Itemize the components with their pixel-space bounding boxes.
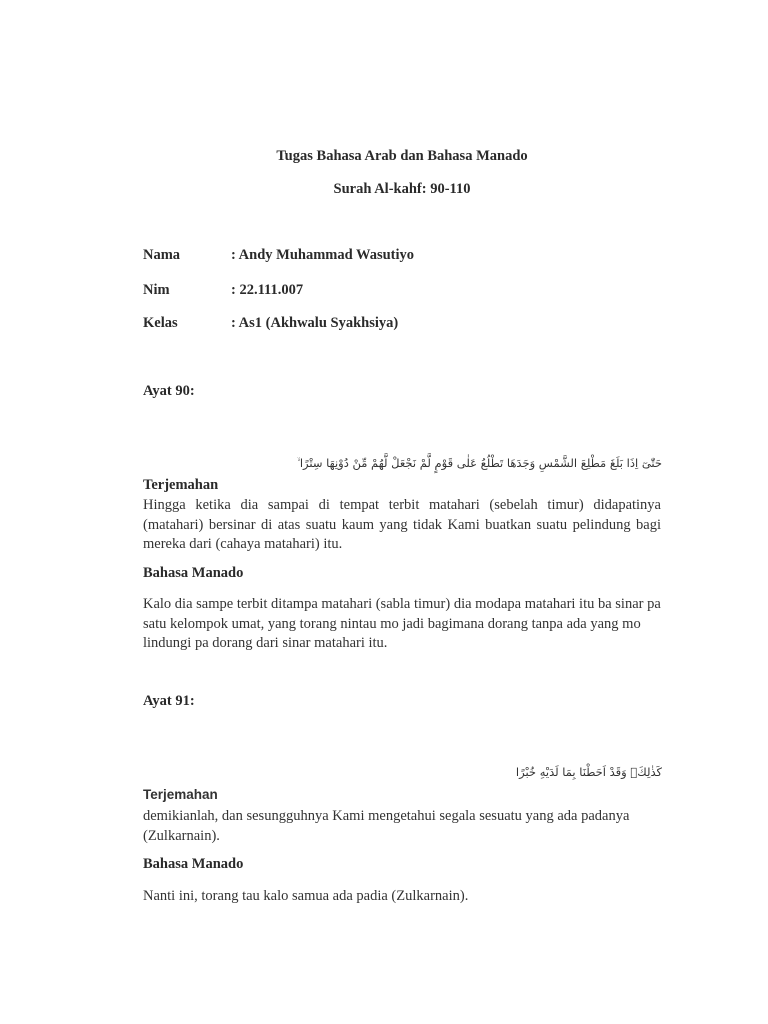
ayat-91-heading: Ayat 91: (143, 693, 195, 709)
document-title: Tugas Bahasa Arab dan Bahasa Manado (276, 148, 528, 164)
ayat-90-heading: Ayat 90: (143, 383, 195, 399)
ayat-90-manado: Kalo dia sampe terbit ditampa matahari (sabla timur) dia modapa matahari itu ba sinar pa satu kelompok umat, yang torang nintau mo jadi bagimana dorang tanpa ada yang mo lindungi pa dorang dari sinar matahari itu. (143, 596, 661, 651)
name-label: Nama (143, 247, 181, 263)
ayat-91-translation: demikianlah, dan sesungguhnya Kami mengetahui segala sesuatu yang ada padanya (Zulkarnain). (143, 808, 630, 844)
nim-label: Nim (143, 282, 170, 298)
class-value: : As1 (Akhwalu Syakhsiya) (231, 315, 399, 331)
ayat-90-translation: Hingga ketika dia sampai di tempat terbit matahari (sebelah timur) didapatinya (matahari) bersinar di atas suatu kaum yang tidak Kami buatkan suatu pelindung bagi mereka dari (cahaya matahari) itu. (143, 497, 661, 552)
ayat-91-manado: Nanti ini, torang tau kalo samua ada padia (Zulkarnain). (143, 888, 469, 904)
class-label: Kelas (143, 315, 178, 331)
ayat-91-manado-label: Bahasa Manado (143, 856, 244, 872)
document-subtitle: Surah Al-kahf: 90-110 (333, 181, 471, 197)
ayat-90-manado-label: Bahasa Manado (143, 565, 244, 581)
ayat-91-translation-label: Terjemahan (143, 787, 218, 802)
ayat-90-translation-label: Terjemahan (143, 477, 219, 493)
ayat-90-arabic: حَتّٰىٓ اِذَا بَلَغَ مَطْلِعَ الشَّمْسِ وَجَدَهَا تَطْلُعُ عَلٰى قَوْمٍ لَّمْ نَجْعَلْ لَّهُمْ مِّنْ دُوْنِهَا سِتْرًا ۙ (296, 456, 662, 470)
ayat-91-arabic: كَذٰلِكَۗ وَقَدْ اَحَطْنَا بِمَا لَدَيْهِ خُبْرًا (515, 765, 662, 779)
nim-value: : 22.111.007 (231, 282, 304, 298)
name-value: : Andy Muhammad Wasutiyo (231, 247, 415, 263)
